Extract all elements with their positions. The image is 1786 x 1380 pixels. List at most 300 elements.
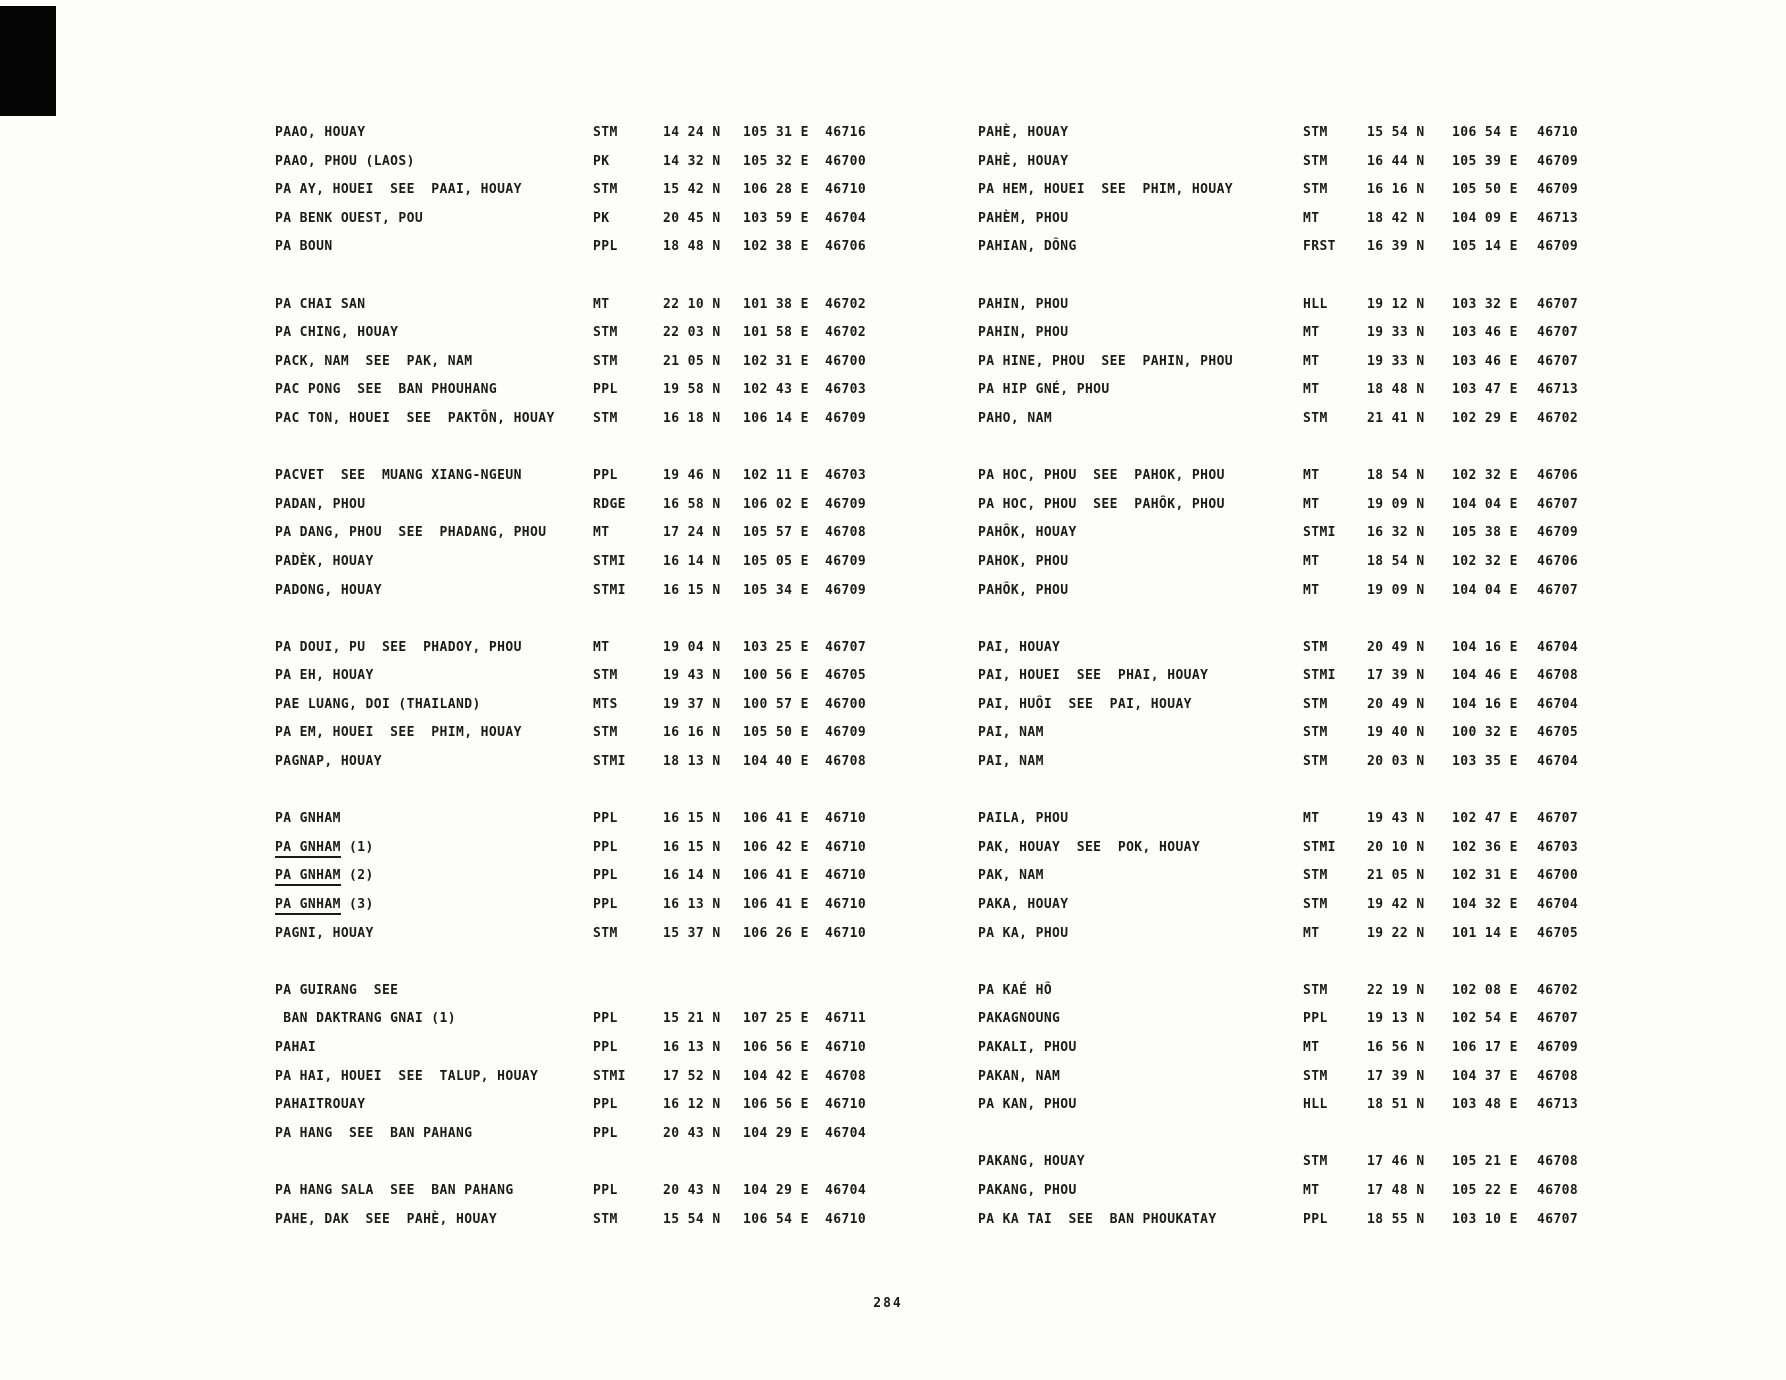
latitude: 17 24 N (663, 525, 721, 541)
map-sheet-code: 46703 (1537, 839, 1579, 855)
gazetteer-entry-row (978, 1063, 1578, 1092)
map-sheet-code: 46709 (1537, 1040, 1579, 1055)
place-name: PAHO, NAM (978, 410, 1053, 426)
place-name: PA GNHAM (3) (275, 891, 593, 920)
place-name: PA GNHAM (2) (275, 862, 593, 891)
place-name: PA HOC, PHOU SEE PAHOK, PHOU (978, 468, 1225, 484)
gazetteer-entry-row (275, 977, 866, 1006)
place-name: PA HEM, HOUEI SEE PHIM, HOUAY (978, 182, 1234, 198)
map-sheet-code: 46704 (1537, 754, 1579, 770)
latitude: 20 49 N (1367, 696, 1425, 712)
gazetteer-entry-row (275, 805, 866, 834)
map-sheet-code: 46700 (825, 153, 867, 169)
latitude: 16 14 N (663, 553, 721, 569)
latitude: 15 54 N (1367, 125, 1425, 140)
map-sheet-code: 46709 (825, 410, 867, 426)
latitude: 20 43 N (663, 1182, 721, 1198)
latitude: 20 49 N (1367, 639, 1425, 655)
longitude: 103 46 E (1452, 325, 1518, 341)
feature-type: STM (1303, 182, 1328, 198)
place-name: PA KA TAI SEE BAN PHOUKATAY (978, 1211, 1217, 1227)
latitude: 16 13 N (663, 1040, 721, 1055)
place-name: PAAO, PHOU (LAOS) (275, 153, 415, 169)
place-name: PAHIAN, DÔNG (978, 239, 1077, 255)
longitude: 104 04 E (1452, 496, 1518, 512)
latitude: 16 44 N (1367, 153, 1425, 169)
feature-type: STMI (593, 1068, 626, 1084)
longitude: 103 10 E (1452, 1211, 1518, 1227)
gazetteer-entry-row (275, 148, 866, 177)
feature-type: STM (1303, 696, 1328, 712)
latitude: 14 24 N (663, 125, 721, 140)
feature-type: STMI (1303, 839, 1336, 855)
feature-type: PPL (593, 1182, 618, 1198)
latitude: 16 58 N (663, 496, 721, 512)
gazetteer-entry-row (275, 1120, 866, 1149)
feature-type: PPL (593, 839, 618, 855)
feature-type: MTS (593, 696, 618, 712)
longitude: 103 35 E (1452, 754, 1518, 770)
feature-type: STM (1303, 868, 1328, 884)
latitude: 22 19 N (1367, 982, 1425, 998)
gazetteer-entry-row (978, 119, 1578, 148)
map-sheet-code: 46710 (825, 839, 867, 855)
map-sheet-code: 46710 (825, 897, 867, 913)
map-sheet-code: 46704 (1537, 897, 1579, 913)
map-sheet-code: 46713 (1537, 1097, 1579, 1113)
map-sheet-code: 46702 (825, 325, 867, 341)
feature-type: MT (1303, 468, 1320, 484)
longitude: 103 47 E (1452, 382, 1518, 398)
latitude: 18 54 N (1367, 468, 1425, 484)
feature-type: STM (1303, 153, 1328, 169)
map-sheet-code: 46709 (1537, 239, 1579, 255)
map-sheet-code: 46707 (1537, 496, 1579, 512)
longitude: 100 57 E (743, 696, 809, 712)
feature-type: STM (593, 353, 618, 369)
place-name: BAN DAKTRANG GNAI (1) (275, 1011, 456, 1027)
latitude: 17 48 N (1367, 1182, 1425, 1198)
latitude: 21 05 N (663, 353, 721, 369)
place-name: PA HIP GNÉ, PHOU (978, 382, 1110, 398)
longitude: 106 41 E (743, 811, 809, 827)
map-sheet-code: 46703 (825, 468, 867, 484)
longitude: 105 21 E (1452, 1154, 1518, 1170)
gazetteer-column-left (275, 119, 866, 1263)
gazetteer-entry-row (978, 748, 1578, 777)
place-name: PAK, HOUAY SEE POK, HOUAY (978, 839, 1201, 855)
entry-group (978, 805, 1578, 948)
gazetteer-entry-row (275, 1005, 866, 1034)
longitude: 107 25 E (743, 1011, 809, 1027)
place-name-underlined: PA GNHAM (275, 897, 341, 915)
longitude: 104 04 E (1452, 582, 1518, 598)
map-sheet-code: 46707 (1537, 1011, 1579, 1027)
place-name: PAHÔK, HOUAY (978, 525, 1077, 541)
map-sheet-code: 46704 (825, 210, 867, 226)
gazetteer-entry-row (978, 176, 1578, 205)
longitude: 105 39 E (1452, 153, 1518, 169)
entry-group (978, 119, 1578, 262)
map-sheet-code: 46710 (825, 1211, 867, 1227)
gazetteer-entry-row (978, 462, 1578, 491)
feature-type: STM (593, 1211, 618, 1227)
feature-type: STMI (593, 754, 626, 770)
longitude: 106 28 E (743, 182, 809, 198)
latitude: 15 21 N (663, 1011, 721, 1027)
place-name: PAC TON, HOUEI SEE PAKTÔN, HOUAY (275, 410, 555, 426)
feature-type: PPL (593, 239, 618, 255)
gazetteer-entry-row (275, 1206, 866, 1235)
place-name: PADONG, HOUAY (275, 582, 382, 598)
feature-type: MT (593, 296, 610, 312)
map-sheet-code: 46708 (1537, 668, 1579, 684)
latitude: 18 54 N (1367, 553, 1425, 569)
map-sheet-code: 46709 (1537, 525, 1579, 541)
gazetteer-column-right (978, 119, 1578, 1263)
entry-group (978, 462, 1578, 605)
feature-type: PPL (593, 1125, 618, 1141)
map-sheet-code: 46709 (825, 496, 867, 512)
feature-type: MT (1303, 582, 1320, 598)
longitude: 100 56 E (743, 668, 809, 684)
longitude: 105 22 E (1452, 1182, 1518, 1198)
latitude: 16 18 N (663, 410, 721, 426)
feature-type: STM (593, 325, 618, 341)
place-name: PA BENK OUEST, POU (275, 210, 424, 226)
map-sheet-code: 46708 (1537, 1182, 1579, 1198)
latitude: 16 16 N (1367, 182, 1425, 198)
longitude: 102 32 E (1452, 468, 1518, 484)
place-name: PA AY, HOUEI SEE PAAI, HOUAY (275, 182, 522, 198)
place-name: PACK, NAM SEE PAK, NAM (275, 353, 473, 369)
place-name: PACVET SEE MUANG XIANG-NGEUN (275, 468, 522, 484)
longitude: 105 34 E (743, 582, 809, 598)
place-name: PA KAN, PHOU (978, 1097, 1077, 1113)
longitude: 105 38 E (1452, 525, 1518, 541)
place-name: PAILA, PHOU (978, 811, 1069, 827)
gazetteer-entry-row (275, 519, 866, 548)
feature-type: STM (593, 725, 618, 741)
feature-type: PPL (1303, 1211, 1328, 1227)
map-sheet-code: 46710 (825, 182, 867, 198)
place-name: PAHAITROUAY (275, 1097, 366, 1113)
gazetteer-entry-row (978, 1148, 1578, 1177)
place-name: PA KA, PHOU (978, 925, 1069, 941)
map-sheet-code: 46710 (825, 868, 867, 884)
feature-type: PPL (593, 811, 618, 827)
gazetteer-entry-row (978, 577, 1578, 606)
longitude: 104 29 E (743, 1125, 809, 1141)
latitude: 21 41 N (1367, 410, 1425, 426)
gazetteer-entry-row (275, 577, 866, 606)
latitude: 19 46 N (663, 468, 721, 484)
map-sheet-code: 46709 (1537, 182, 1579, 198)
latitude: 19 04 N (663, 639, 721, 655)
feature-type: MT (593, 525, 610, 541)
feature-type: STM (1303, 639, 1328, 655)
gazetteer-entry-row (978, 205, 1578, 234)
map-sheet-code: 46709 (825, 725, 867, 741)
gazetteer-entry-row (978, 148, 1578, 177)
latitude: 17 39 N (1367, 1068, 1425, 1084)
map-sheet-code: 46709 (825, 553, 867, 569)
longitude: 103 46 E (1452, 353, 1518, 369)
place-name: PA GUIRANG SEE (275, 982, 399, 998)
gazetteer-entry-row (978, 1091, 1578, 1120)
longitude: 104 32 E (1452, 897, 1518, 913)
place-name: PAHÈ, HOUAY (978, 125, 1069, 140)
longitude: 103 25 E (743, 639, 809, 655)
place-name: PAI, HOUEI SEE PHAI, HOUAY (978, 668, 1209, 684)
gazetteer-entry-row (275, 291, 866, 320)
place-name: PA CHING, HOUAY (275, 325, 399, 341)
page-number: 284 (873, 1296, 903, 1311)
place-name: PA BOUN (275, 239, 333, 255)
latitude: 17 52 N (663, 1068, 721, 1084)
place-name: PAKANG, PHOU (978, 1182, 1077, 1198)
latitude: 19 09 N (1367, 582, 1425, 598)
entry-group (978, 634, 1578, 777)
gazetteer-entry-row (275, 348, 866, 377)
latitude: 17 39 N (1367, 668, 1425, 684)
entry-group (275, 634, 866, 777)
longitude: 106 17 E (1452, 1040, 1518, 1055)
gazetteer-entry-row (275, 719, 866, 748)
longitude: 101 58 E (743, 325, 809, 341)
longitude: 102 31 E (743, 353, 809, 369)
place-name: PAHOK, PHOU (978, 553, 1069, 569)
latitude: 22 03 N (663, 325, 721, 341)
place-name: PA EH, HOUAY (275, 668, 374, 684)
feature-type: STMI (1303, 525, 1336, 541)
gazetteer-entry-row (275, 376, 866, 405)
feature-type: PPL (593, 1011, 618, 1027)
longitude: 102 54 E (1452, 1011, 1518, 1027)
longitude: 101 38 E (743, 296, 809, 312)
gazetteer-entry-row (275, 319, 866, 348)
latitude: 18 48 N (1367, 382, 1425, 398)
gazetteer-entry-row (275, 405, 866, 434)
entry-group (275, 462, 866, 605)
latitude: 19 43 N (663, 668, 721, 684)
latitude: 15 37 N (663, 925, 721, 941)
map-sheet-code: 46703 (825, 382, 867, 398)
place-name: PAI, HUÔI SEE PAI, HOUAY (978, 696, 1192, 712)
gazetteer-entry-row (275, 205, 866, 234)
longitude: 106 54 E (743, 1211, 809, 1227)
latitude: 21 05 N (1367, 868, 1425, 884)
gazetteer-entry-row (275, 891, 866, 920)
gazetteer-entry-row (978, 548, 1578, 577)
longitude: 102 08 E (1452, 982, 1518, 998)
map-sheet-code: 46702 (825, 296, 867, 312)
feature-type: STM (1303, 1068, 1328, 1084)
latitude: 19 33 N (1367, 353, 1425, 369)
feature-type: HLL (1303, 296, 1328, 312)
place-name: PA HAI, HOUEI SEE TALUP, HOUAY (275, 1068, 539, 1084)
map-sheet-code: 46710 (825, 811, 867, 827)
longitude: 102 38 E (743, 239, 809, 255)
place-name: PA HOC, PHOU SEE PAHÔK, PHOU (978, 496, 1225, 512)
latitude: 19 13 N (1367, 1011, 1425, 1027)
map-sheet-code: 46708 (1537, 1068, 1579, 1084)
map-sheet-code: 46707 (825, 639, 867, 655)
gazetteer-entry-row (978, 1177, 1578, 1206)
longitude: 104 37 E (1452, 1068, 1518, 1084)
gazetteer-entry-row (275, 119, 866, 148)
gazetteer-entry-row (978, 891, 1578, 920)
map-sheet-code: 46710 (1537, 125, 1579, 140)
feature-type: HLL (1303, 1097, 1328, 1113)
feature-type: STM (1303, 725, 1328, 741)
feature-type: MT (1303, 325, 1320, 341)
feature-type: MT (1303, 925, 1320, 941)
latitude: 14 32 N (663, 153, 721, 169)
longitude: 102 29 E (1452, 410, 1518, 426)
entry-group (275, 119, 866, 262)
gazetteer-entry-row (978, 1206, 1578, 1235)
latitude: 19 40 N (1367, 725, 1425, 741)
place-name: PA GNHAM (1) (275, 834, 593, 863)
longitude: 102 31 E (1452, 868, 1518, 884)
map-sheet-code: 46713 (1537, 382, 1579, 398)
longitude: 104 46 E (1452, 668, 1518, 684)
latitude: 16 15 N (663, 582, 721, 598)
latitude: 19 33 N (1367, 325, 1425, 341)
feature-type: MT (1303, 496, 1320, 512)
gazetteer-entry-row (978, 348, 1578, 377)
gazetteer-entry-row (978, 862, 1578, 891)
map-sheet-code: 46705 (1537, 725, 1579, 741)
place-name: PAHIN, PHOU (978, 325, 1069, 341)
feature-type: MT (1303, 553, 1320, 569)
feature-type: PPL (593, 868, 618, 884)
place-name: PAKA, HOUAY (978, 897, 1069, 913)
longitude: 106 41 E (743, 868, 809, 884)
longitude: 106 02 E (743, 496, 809, 512)
latitude: 16 15 N (663, 811, 721, 827)
gazetteer-entry-row (978, 920, 1578, 949)
map-sheet-code: 46706 (1537, 553, 1579, 569)
entry-group (275, 805, 866, 948)
longitude: 103 32 E (1452, 296, 1518, 312)
map-sheet-code: 46704 (1537, 696, 1579, 712)
feature-type: PK (593, 210, 610, 226)
place-name: PA EM, HOUEI SEE PHIM, HOUAY (275, 725, 522, 741)
longitude: 104 16 E (1452, 639, 1518, 655)
latitude: 20 43 N (663, 1125, 721, 1141)
map-sheet-code: 46713 (1537, 210, 1579, 226)
latitude: 22 10 N (663, 296, 721, 312)
latitude: 20 45 N (663, 210, 721, 226)
map-sheet-code: 46704 (825, 1182, 867, 1198)
gazetteer-entry-row (275, 862, 866, 891)
latitude: 19 43 N (1367, 811, 1425, 827)
map-sheet-code: 46707 (1537, 325, 1579, 341)
feature-type: STM (1303, 125, 1328, 140)
place-name: PAHÈ, HOUAY (978, 153, 1069, 169)
gazetteer-entry-row (978, 662, 1578, 691)
gazetteer-entry-row (978, 691, 1578, 720)
feature-type: STM (1303, 1154, 1328, 1170)
map-sheet-code: 46708 (825, 525, 867, 541)
feature-type: MT (1303, 353, 1320, 369)
map-sheet-code: 46702 (1537, 982, 1579, 998)
map-sheet-code: 46710 (825, 925, 867, 941)
longitude: 105 31 E (743, 125, 809, 140)
longitude: 104 16 E (1452, 696, 1518, 712)
gazetteer-entry-row (275, 1034, 866, 1063)
gazetteer-entry-row (275, 1091, 866, 1120)
longitude: 106 56 E (743, 1097, 809, 1113)
place-name: PA DOUI, PU SEE PHADOY, PHOU (275, 639, 522, 655)
longitude: 104 09 E (1452, 210, 1518, 226)
place-name: PAKAGNOUNG (978, 1011, 1061, 1027)
longitude: 105 50 E (1452, 182, 1518, 198)
feature-type: STM (1303, 754, 1328, 770)
latitude: 19 58 N (663, 382, 721, 398)
longitude: 105 50 E (743, 725, 809, 741)
map-sheet-code: 46700 (825, 696, 867, 712)
latitude: 18 51 N (1367, 1097, 1425, 1113)
longitude: 102 36 E (1452, 839, 1518, 855)
longitude: 106 41 E (743, 897, 809, 913)
entry-group (275, 291, 866, 434)
feature-type: STM (1303, 897, 1328, 913)
feature-type: STM (593, 182, 618, 198)
map-sheet-code: 46705 (825, 668, 867, 684)
feature-type: PPL (593, 1097, 618, 1113)
latitude: 20 03 N (1367, 754, 1425, 770)
map-sheet-code: 46706 (1537, 468, 1579, 484)
latitude: 16 16 N (663, 725, 721, 741)
gazetteer-entry-row (978, 977, 1578, 1006)
entry-group (978, 977, 1578, 1120)
map-sheet-code: 46700 (825, 353, 867, 369)
entry-group (275, 1177, 866, 1234)
place-name-underlined: PA GNHAM (275, 868, 341, 886)
entry-group (978, 1148, 1578, 1234)
place-name: PADAN, PHOU (275, 496, 366, 512)
gazetteer-entry-row (978, 405, 1578, 434)
map-sheet-code: 46716 (825, 125, 867, 140)
gazetteer-entry-row (275, 634, 866, 663)
map-sheet-code: 46707 (1537, 811, 1579, 827)
latitude: 19 22 N (1367, 925, 1425, 941)
latitude: 19 42 N (1367, 897, 1425, 913)
longitude: 105 05 E (743, 553, 809, 569)
feature-type: STM (1303, 410, 1328, 426)
gazetteer-entry-row (275, 548, 866, 577)
gazetteer-entry-row (275, 834, 866, 863)
gazetteer-entry-row (275, 920, 866, 949)
place-name: PA DANG, PHOU SEE PHADANG, PHOU (275, 525, 547, 541)
latitude: 16 14 N (663, 868, 721, 884)
feature-type: STMI (593, 582, 626, 598)
gazetteer-entry-row (978, 376, 1578, 405)
longitude: 104 29 E (743, 1182, 809, 1198)
longitude: 105 57 E (743, 525, 809, 541)
gazetteer-entry-row (978, 834, 1578, 863)
latitude: 15 42 N (663, 182, 721, 198)
gazetteer-entry-row (275, 662, 866, 691)
longitude: 106 54 E (1452, 125, 1518, 140)
latitude: 20 10 N (1367, 839, 1425, 855)
map-sheet-code: 46700 (1537, 868, 1579, 884)
longitude: 106 42 E (743, 839, 809, 855)
map-sheet-code: 46708 (825, 1068, 867, 1084)
